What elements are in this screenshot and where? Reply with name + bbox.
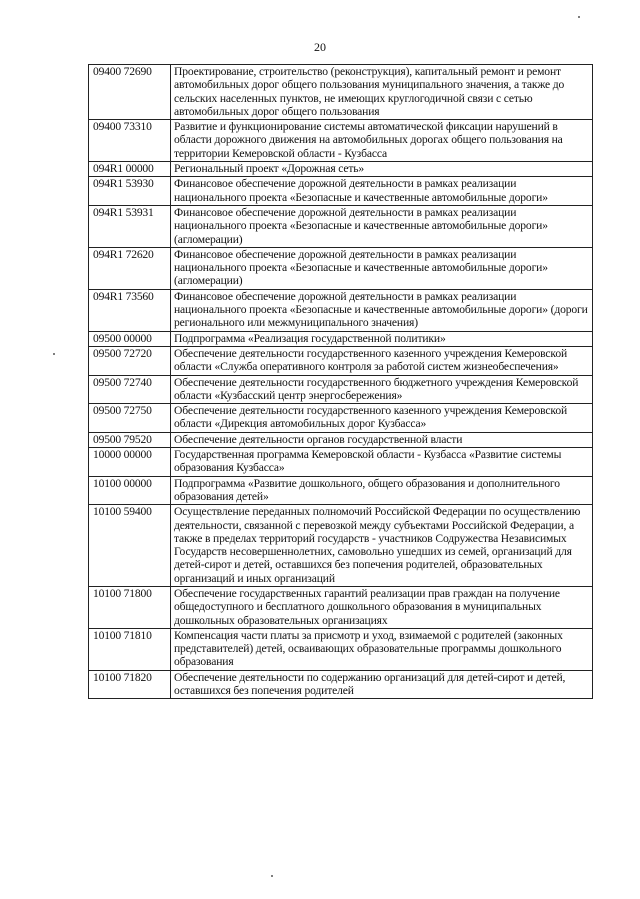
- row-description-cell: Обеспечение деятельности государственного казенного учреждения Кемеровской области «Дирекция автомобильных дорог Кузбасса»: [171, 404, 593, 433]
- table-row: [89, 162, 593, 177]
- row-code-cell: 094R1 73560: [89, 289, 171, 331]
- row-description-cell: Обеспечение деятельности по содержанию организаций для детей-сирот и детей, оставшихся без попечения родителей: [171, 670, 593, 699]
- table-row: [89, 65, 593, 120]
- row-code-cell: 094R1 53931: [89, 205, 171, 247]
- row-description-cell: Подпрограмма «Развитие дошкольного, общего образования и дополнительного образования детей»: [171, 476, 593, 505]
- table-row: [89, 505, 593, 587]
- row-description-cell: Подпрограмма «Реализация государственной политики»: [171, 331, 593, 346]
- table-row: [89, 670, 593, 699]
- row-code-cell: 09500 72740: [89, 375, 171, 404]
- row-description-cell: Финансовое обеспечение дорожной деятельности в рамках реализации национального проекта «Безопасные и качественные автомобильные дороги» (агломерации): [171, 205, 593, 247]
- table-row: [89, 177, 593, 206]
- row-description-cell: Развитие и функционирование системы автоматической фиксации нарушений в области дорожного движения на автомобильных дорогах общего пользования на территории Кемеровской области - Кузбасса: [171, 120, 593, 162]
- table-row: [89, 586, 593, 628]
- table-row: [89, 375, 593, 404]
- row-code-cell: 10100 00000: [89, 476, 171, 505]
- row-code-cell: 09500 79520: [89, 432, 171, 447]
- row-code-cell: 09400 73310: [89, 120, 171, 162]
- row-description-cell: Обеспечение деятельности государственного казенного учреждения Кемеровской области «Служба оперативного контроля за работой систем жизнеобеспечения»: [171, 346, 593, 375]
- table-row: [89, 476, 593, 505]
- table-row: [89, 448, 593, 477]
- table-row: [89, 404, 593, 433]
- row-description-cell: Региональный проект «Дорожная сеть»: [171, 162, 593, 177]
- table-row: [89, 247, 593, 289]
- row-description-cell: Осуществление переданных полномочий Российской Федерации по осуществлению деятельности, связанной с перевозкой между субъектами Российской Федерации, а также в пределах территорий государств - участников Содружества Независимых Государств несовершеннолетних, самовольно ушедших из семей, организаций для детей-сирот и детей, оставшихся без попечения родителей, образовательных организаций и иных организаций: [171, 505, 593, 587]
- row-code-cell: 09500 72720: [89, 346, 171, 375]
- table-row: [89, 289, 593, 331]
- table-row: [89, 205, 593, 247]
- row-code-cell: 10100 59400: [89, 505, 171, 587]
- row-code-cell: 094R1 72620: [89, 247, 171, 289]
- row-code-cell: 09500 00000: [89, 331, 171, 346]
- scan-speck: [53, 353, 55, 355]
- row-description-cell: Государственная программа Кемеровской области - Кузбасса «Развитие системы образования Кузбасса»: [171, 448, 593, 477]
- row-code-cell: 10000 00000: [89, 448, 171, 477]
- row-code-cell: 094R1 00000: [89, 162, 171, 177]
- row-code-cell: 094R1 53930: [89, 177, 171, 206]
- table-body: [89, 65, 593, 699]
- page-number: 20: [314, 40, 326, 54]
- row-description-cell: Компенсация части платы за присмотр и уход, взимаемой с родителей (законных представителей) детей, осваивающих образовательные программы дошкольного образования: [171, 628, 593, 670]
- table-row: [89, 346, 593, 375]
- row-description-cell: Обеспечение деятельности органов государственной власти: [171, 432, 593, 447]
- row-description-cell: Финансовое обеспечение дорожной деятельности в рамках реализации национального проекта «Безопасные и качественные автомобильные дороги» (агломерации): [171, 247, 593, 289]
- row-description-cell: Обеспечение деятельности государственного бюджетного учреждения Кемеровской области «Кузбасский центр энергосбережения»: [171, 375, 593, 404]
- row-description-cell: Финансовое обеспечение дорожной деятельности в рамках реализации национального проекта «Безопасные и качественные автомобильные дороги» (дороги регионального или межмуниципального значения): [171, 289, 593, 331]
- row-code-cell: 10100 71820: [89, 670, 171, 699]
- row-code-cell: 10100 71810: [89, 628, 171, 670]
- scan-speck: [578, 16, 580, 18]
- table-row: [89, 120, 593, 162]
- row-description-cell: Финансовое обеспечение дорожной деятельности в рамках реализации национального проекта «Безопасные и качественные автомобильные дороги»: [171, 177, 593, 206]
- row-description-cell: Проектирование, строительство (реконструкция), капитальный ремонт и ремонт автомобильных дорог общего пользования муниципального значения, а также до сельских населенных пунктов, не имеющих круглогодичной связи с сетью автомобильных дорог общего пользования: [171, 65, 593, 120]
- classification-table: [88, 64, 593, 699]
- table-row: [89, 432, 593, 447]
- table-row: [89, 331, 593, 346]
- scan-speck: [271, 875, 273, 877]
- row-description-cell: Обеспечение государственных гарантий реализации прав граждан на получение общедоступного и бесплатного дошкольного образования в муниципальных дошкольных образовательных организациях: [171, 586, 593, 628]
- row-code-cell: 09400 72690: [89, 65, 171, 120]
- row-code-cell: 10100 71800: [89, 586, 171, 628]
- row-code-cell: 09500 72750: [89, 404, 171, 433]
- table-row: [89, 628, 593, 670]
